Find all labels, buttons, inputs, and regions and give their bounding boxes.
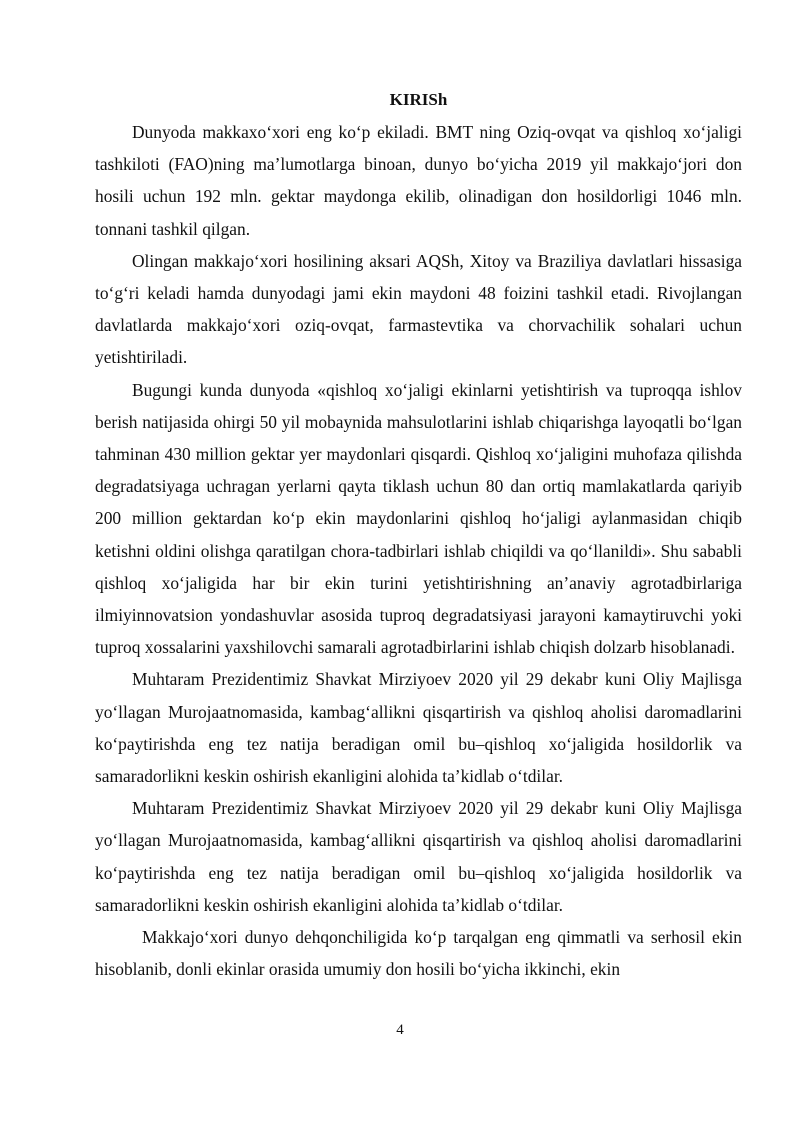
paragraph-3: Bugungi kunda dunyoda «qishloq xo‘jaligi ekinlarni yetishtirish va tuproqqa ishlov berish natijasida ohirgi 50 yil mobaynida mahsulotlarini ishlab chiqarishga layoqatli bo‘lgan tahminan 430 million gektar yer maydonlari qisqardi. Qishloq xo‘jaligini muhofaza qilishda degradatsiyaga uchragan yerlarni qayta tiklash uchun 80 dan ortiq mamlakatlarda qariyib 200 million gektardan ko‘p ekin maydonlarini qishloq ho‘jaligi aylanmasidan chiqib ketishni oldini olishga qaratilgan chora-tadbirlari ishlab chiqildi va qo‘llanildi». Shu sababli qishloq xo‘jaligida har bir ekin turini yetishtirishning an’anaviy agrotadbirlariga ilmiyinnovatsion yondashuvlar asosida tuproq degradatsiyasi jarayoni kamaytiruvchi yoki tuproq xossalarini yaxshilovchi samarali agrotadbirlarini ishlab chiqish dolzarb hisoblanadi. bbox=[95, 379, 742, 658]
section-title: KIRISh bbox=[389, 90, 448, 109]
paragraph-4: Muhtaram Prezidentimiz Shavkat Mirziyoev 2020 yil 29 dekabr kuni Oliy Majlisga yo‘llagan Murojaatnomasida, kambag‘allikni qisqartirish va qishloq aholisi daromadlarini ko‘paytirishda eng tez natija beradigan omil bu–qishloq xo‘jaligida hosildorlik va samaradorlikni keskin oshirish ekanligini alohida ta’kidlab o‘tdilar. bbox=[95, 669, 742, 787]
paragraph-1: Dunyoda makkaxo‘xori eng ko‘p ekiladi. BMT ning Oziq-ovqat va qishloq xo‘jaligi tashkiloti (FAO)ning ma’lumotlarga binoan, dunyo bo‘yicha 2019 yil makkajo‘jori don hosili uchun 192 mln. gektar maydonga ekilib, olinadigan don hosildorligi 1046 mln. tonnani tashkil qilgan. bbox=[95, 122, 742, 239]
paragraph-6: Makkajo‘xori dunyo dehqonchiligida ko‘p tarqalgan eng qimmatli va serhosil ekin hisoblanib, donli ekinlar orasida umumiy don hosili bo‘yicha ikkinchi, ekin bbox=[95, 927, 742, 980]
paragraph-5: Muhtaram Prezidentimiz Shavkat Mirziyoev 2020 yil 29 dekabr kuni Oliy Majlisga yo‘llagan Murojaatnomasida, kambag‘allikni qisqartirish va qishloq aholisi daromadlarini ko‘paytirishda eng tez natija beradigan omil bu–qishloq xo‘jaligida hosildorlik va samaradorlikni keskin oshirish ekanligini alohida ta’kidlab o‘tdilar. bbox=[95, 798, 742, 915]
document-page bbox=[95, 84, 742, 985]
paragraph-2: Olingan makkajo‘xori hosilining aksari AQSh, Xitoy va Braziliya davlatlari hissasiga to‘g‘ri keladi hamda dunyodagi jami ekin maydoni 48 foizini tashkil etadi. Rivojlangan davlatlarda makkajo‘xori oziq-ovqat, farmastevtika va chorvachilik sohalari uchun yetishtiriladi. bbox=[95, 250, 742, 368]
page-number: 4 bbox=[396, 1022, 404, 1038]
